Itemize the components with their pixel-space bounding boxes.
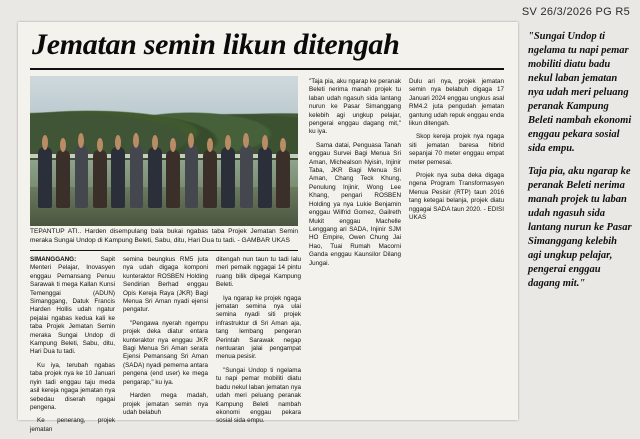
photo-person [240, 145, 254, 208]
photo-person [185, 145, 199, 208]
article-column-2 [123, 256, 208, 422]
article-column-1 [30, 256, 115, 439]
paragraph: Dulu ari nya, projek jematan semin nya belabuh digaga 17 Januari 2024 enggau ungkus asal RM4.2 juta pengudah jematan gantung udah repuk enggau enda likun ditengah. [409, 78, 504, 128]
paragraph: Harden mega madah, projek jematan semin nya udah belabuh [123, 392, 208, 416]
photo-person [130, 145, 144, 208]
paragraph: "Taja pia, aku ngarap ke peranak Beleti nerima manah projek tu laban udah ngasuh sida lantang nurun ke Pasar Simanggang kelebih agi ungkup pelajar, pengerai enggau dagang mit," ku iya. [309, 78, 401, 136]
pull-quote-paragraph: Taja pia, aku ngarap ke peranak Beleti nerima manah projek tu laban udah ngasuh sida lantang nurun ke Pasar Simanggang kelebih agi ungkup pelajar, pengerai enggau dagang mit." [528, 166, 632, 289]
caption-divider [30, 250, 298, 251]
photo-person [93, 150, 107, 208]
paragraph: Ku iya, terubah ngabas taba projek nya ke 10 Januari nyin tadi enggau taju meda asil kereja ngaga jematan nya sebedau diserah ngagai pengena. [30, 361, 115, 411]
photo-caption: TEPANTUP ATI.. Harden disempulang bala bukai ngabas taba Projek Jematan Semin meraka Sungai Undop di Kampung Beleti, Sabu, ditu, Hari Dua tu tadi. - GAMBAR UKAS [30, 228, 298, 244]
paragraph: Projek nya suba deka digaga ngena Program Transformasyen Menua Pesisir (RTP) taun 2016 tang ketegai belanja, projek diatu nggagai SADA taun 2020. - EDISI UKAS [409, 172, 504, 222]
article-column-3 [216, 256, 301, 431]
paragraph: Iya ngarap ke projek ngaga jematan semina nya ulai semina nyadi siti projek infrastruktur di Sri Aman aja, tang lembang pengeran Perintah Sarawak negap nentuaran jalai pengampat menua pesisir. [216, 294, 301, 361]
paragraph: ditengah nun taun tu tadi lalu meri pemaik nggagai 14 pintu ruang bilik dipegai Kampung Beleti. [216, 256, 301, 289]
photo-person [166, 150, 180, 208]
paragraph: "Pengawa nyerah ngempu projek deka diatur entara kunteraktor nya enggau JKR Bagi Menua Sri Aman serata Ejensi Pemansang Sri Aman (SADA) nyadi pemerna antara pengena (end user) ke mega pengarap," ku iya. [123, 319, 208, 386]
paragraph-text: Sapit Menteri Pelajar, Inovasyen enggau Pemansang Penuu Sarawak ti mega Kallan Kunsi Temenggai (ADUN) Simanggang, Datuk Francis Harden Hollis udah ngatur pejalai ngabas kedua kali ke taba Projek Jematan Semin meraka Sungai Undop di Kampung Beleti, Sabu, ditu, Hari Dua tu tadi. [30, 256, 115, 356]
pull-quote [528, 30, 632, 300]
photo-person [38, 147, 52, 208]
photo-person [75, 145, 89, 208]
pull-quote-paragraph: "Sungai Undop ti ngelama tu napi pemar mobiliti diatu badu nekul laban jematan nya udah meri peluang peranak Kampung Beleti nambah ekonomi enggau pekara sosial sida empu. [528, 31, 632, 154]
photo-person [56, 150, 70, 208]
article-column-4 [309, 78, 401, 273]
headline-divider [30, 68, 504, 70]
paragraph: Ke penerang, projek jematan [30, 417, 115, 433]
photo-person [258, 147, 272, 208]
paragraph: Sama datai, Penguasa Tanah enggau Survei Bagi Menua Sri Aman, Michealson Nyisin, Injinir Taba, JKR Bagi Menua Sri Aman, Chang Teck Khung, Penulung Injinir, Wong Lee Khang, pengari ROSBEN Holding ya nya Lukie Benjamin enggau Wilfrid Gomez, Gailreth Mukit enggau Machelle Lenggang ari SADA, Injinir SJM HO Empire, Owen Chung Jai Hao, Tuai Rumah Macorni Ganda enggau Kaunsilor Dilang Jungai. [309, 141, 401, 267]
clipping-date-stamp: SV 26/3/2026 PG R5 [521, 6, 630, 18]
photo-person [111, 147, 125, 208]
paragraph: Skop kereja projek nya ngaga siti jematan baresa hibrid sepanjai 70 meter enggau empat meter pemesai. [409, 133, 504, 166]
photo-person [203, 150, 217, 208]
article-column-5 [409, 78, 504, 228]
page-title: Jematan semin likun ditengah [32, 28, 400, 61]
paragraph: "Sungai Undop ti ngelama tu napi pemar mobiliti diatu badu nekul laban jematan nya udah meri peluang peranak Kampung Beleti nambah ekonomi enggau pekara sosial sida empu. [216, 366, 301, 425]
photo-people-group [38, 142, 290, 208]
dateline-lead: SIMANGGANG: [30, 256, 77, 263]
photo-person [276, 150, 290, 208]
photo-person [221, 147, 235, 208]
paragraph: semina beungkus RM5 juta nya udah digaga komponi kunteraktor ROSBEN Holding Sendirian Berhad enggau Opis Kereja Raya (JKR) Bagi Menua Sri Aman nyadi ejensi pengatur. [123, 256, 208, 314]
paragraph [30, 256, 115, 357]
photo-person [148, 147, 162, 208]
article-photo [30, 76, 298, 226]
article-clipping [18, 22, 518, 433]
